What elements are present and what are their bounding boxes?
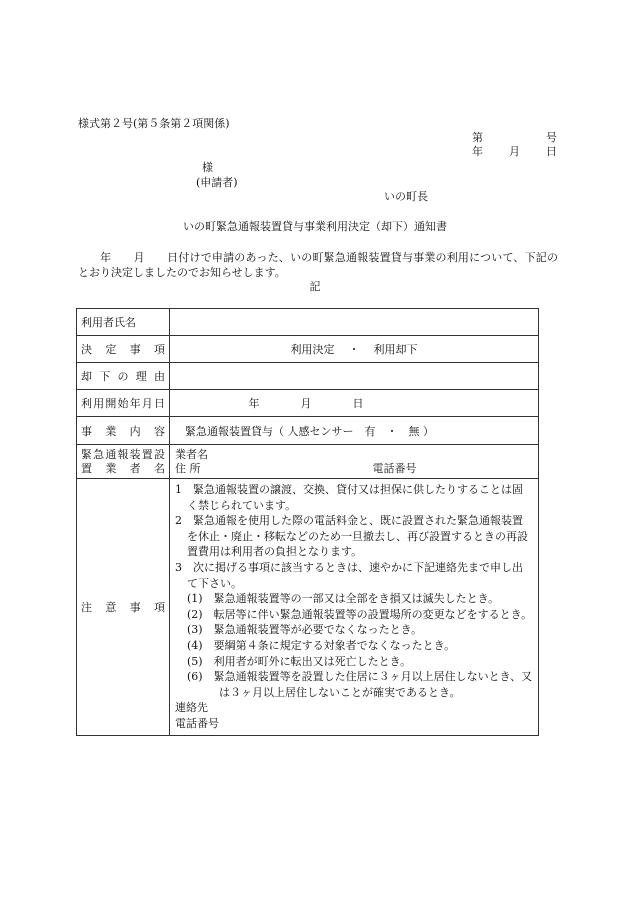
issuer: いの町長 [384,190,428,203]
label-user-name [77,309,170,336]
date-year: 年 [472,145,483,158]
label-installer [77,445,170,479]
label-text: 事 業 内 容 [81,424,165,438]
option-reject: 利用却下 [373,343,418,356]
doc-number-prefix: 第 [472,131,483,144]
contact-phone-label: 電話番号 [175,716,219,730]
row-installer [77,445,539,479]
form-number: 様式第２号(第５条第２項関係) [78,117,230,130]
row-reason [77,363,539,390]
label-reason [77,363,170,390]
note-2: 2 緊急通報を使用した際の電話料金と、既に設置された緊急通報装置を休止・廃止・移転などのため一旦撤去し、再び設置するときの再設置費用は利用者の負担となります。 [175,514,528,559]
date-month: 月 [509,145,520,158]
document-title: いの町緊急通報装置貸与事業利用決定（却下）通知書 [183,220,447,233]
label-notes [77,479,170,736]
option-approve: 利用決定 [290,343,335,356]
subnote-6: (6) 緊急通報装置等を設置した住居に３ヶ月以上居住しないとき、又は３ヶ月以上居住しないことが確実であるとき。 [187,670,533,699]
row-service [77,417,539,445]
start-date-value [170,390,539,417]
ki-heading: 記 [309,280,321,293]
subnote-5: (5) 利用者が町外に転出又は死亡したとき。 [187,654,412,668]
decision-options [170,336,539,363]
applicant-label: (申請者) [196,176,238,189]
service-value [170,417,539,445]
contact-label: 連絡先 [175,701,208,715]
option-separator: ・ [348,343,360,356]
installer-name-label: 業者名 [175,447,208,461]
installer-address-label: 住 所 [175,461,201,475]
start-month: 月 [300,397,312,410]
installer-address-row [175,462,533,476]
reason-value [170,363,539,390]
label-service [77,417,170,445]
row-user-name [77,309,539,336]
label-text: 利用者氏名 [81,316,136,329]
user-name-value [170,309,539,336]
subnote-1: (1) 緊急通報装置等の一部又は全部をき損又は滅失したとき。 [187,592,500,606]
row-notes [77,479,539,736]
row-start-date [77,390,539,417]
installer-value [170,445,539,479]
start-year: 年 [248,397,260,410]
label-start-date [77,390,170,417]
subnote-4: (4) 要綱第４条に規定する対象者でなくなったとき。 [187,638,456,652]
document-number [472,131,557,145]
label-text: 利 用 開 始 年 月 日 [81,397,165,410]
label-decision [77,336,170,363]
notes-content [170,479,539,736]
row-decision [77,336,539,363]
doc-number-suffix: 号 [546,131,557,144]
document-date [472,145,557,159]
body-text: 年 月 日付けで申請のあった、いの町緊急通報装置貸与事業の利用について、下記のとおり決定しましたのでお知らせします。 [78,251,558,279]
decision-table [76,308,539,736]
label-text-line1: 緊 急 通 報 装 置 設 [81,447,165,461]
note-1: 1 緊急通報装置の譲渡、交換、貸付又は担保に供したりすることは固く禁じられています。 [175,483,523,512]
label-text-line2: 置 業 者 名 [81,461,165,475]
note-3: 3 次に掲げる事項に該当するときは、速やかに下記連絡先まで申し出て下さい。 [175,560,523,590]
recipient-honorific: 様 [202,161,213,174]
date-day: 日 [546,145,557,158]
label-text: 注 意 事 項 [81,600,165,614]
label-text: 決 定 事 項 [81,343,165,356]
label-text: 却 下 の 理 由 [81,370,165,383]
installer-phone-label: 電話番号 [372,461,417,475]
start-day: 日 [352,397,364,410]
service-text: 緊急通報装置貸与（ 人感センサー 有 ・ 無 ） [185,424,434,438]
subnote-2: (2) 転居等に伴い緊急通報装置等の設置場所の変更などをするとき。 [187,607,533,621]
subnote-3: (3) 緊急通報装置等が必要でなくなったとき。 [187,623,423,637]
